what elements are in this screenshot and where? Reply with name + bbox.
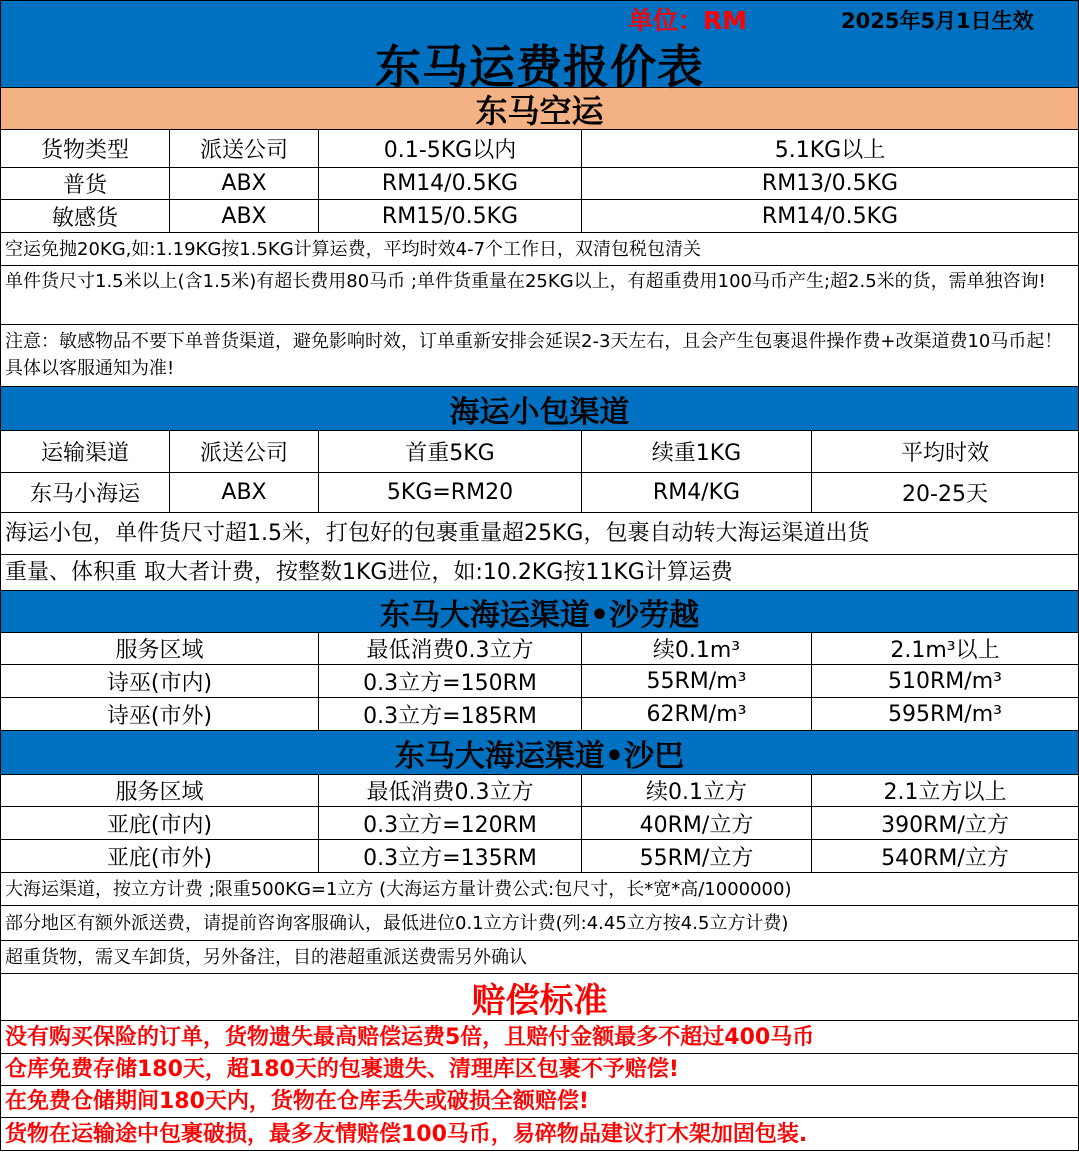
- sabah-cell: 亚庇(市外): [1, 840, 319, 872]
- sea-small-note: 重量、体积重 取大者计费，按整数1KG进位，如:10.2KG按11KG计算运费: [1, 555, 1078, 591]
- air-cell: RM13/0.5KG: [761, 171, 899, 196]
- effective-date: 2025年5月1日生效: [841, 9, 1034, 33]
- air-header-cell: 0.1-5KG以内: [319, 130, 582, 167]
- compensation-title-text: 赔偿标准: [471, 980, 608, 1021]
- page-title: 东马运费报价表: [375, 40, 704, 94]
- sarawak-cell: 0.3立方=185RM: [319, 698, 582, 730]
- air-cell: 敏感货: [1, 200, 170, 232]
- table-row: [1, 168, 1078, 200]
- sarawak-header-cell: 服务区域: [1, 633, 319, 664]
- sabah-note: 超重货物，需叉车卸货，另外备注，目的港超重派送费需另外确认: [1, 941, 1078, 974]
- sea-small-header-cell: 续重1KG: [582, 431, 812, 472]
- compensation-line: 仓库免费存储180天，超180天的包裹遗失、清理库区包裹不予赔偿!: [1, 1054, 1078, 1086]
- sabah-header-cell: 服务区域: [1, 775, 319, 806]
- air-header-row: [1, 130, 1078, 168]
- sea-small-cell: ABX: [170, 473, 319, 512]
- sabah-cell: 0.3立方=135RM: [319, 840, 582, 872]
- sea-small-header-row: [1, 431, 1078, 473]
- sabah-section-title: [1, 731, 1078, 775]
- table-row: [1, 698, 1078, 731]
- table-row: [1, 807, 1078, 840]
- sea-small-cell: 5KG=RM20: [319, 473, 582, 512]
- sea-small-section-title: [1, 387, 1078, 431]
- sea-small-cell: 20-25天: [902, 482, 988, 507]
- sarawak-cell: 62RM/m³: [582, 698, 812, 730]
- air-header-cell: 派送公司: [170, 130, 319, 167]
- sabah-header-row: [1, 775, 1078, 807]
- sarawak-cell: 510RM/m³: [888, 668, 1002, 694]
- sabah-header-cell: 最低消费0.3立方: [319, 775, 582, 806]
- air-header-cell: 5.1KG以上: [774, 138, 886, 163]
- sea-small-cell: RM4/KG: [582, 473, 812, 512]
- sea-small-header-cell: 派送公司: [170, 431, 319, 472]
- sea-small-note: 海运小包，单件货尺寸超1.5米，打包好的包裹重量超25KG，包裹自动转大海运渠道出货: [1, 513, 1078, 555]
- sabah-cell: 55RM/立方: [582, 840, 812, 872]
- sea-small-header-cell: 运输渠道: [1, 431, 170, 472]
- air-note: 空运免抛20KG,如:1.19KG按1.5KG计算运费，平均时效4-7个工作日，双清包税包清关: [1, 233, 1078, 266]
- sarawak-cell: 595RM/m³: [888, 701, 1002, 727]
- air-cell: 普货: [1, 168, 170, 199]
- sarawak-header-row: [1, 633, 1078, 665]
- sarawak-cell: 诗巫(市内): [1, 665, 319, 697]
- sabah-note: 部分地区有额外派送费，请提前咨询客服确认，最低进位0.1立方计费(列:4.45立方按4.5立方计费): [1, 906, 1078, 941]
- sabah-cell: 40RM/立方: [582, 807, 812, 839]
- compensation-line: 在免费仓储期间180天内，货物在仓库丢失或破损全额赔偿!: [1, 1086, 1078, 1118]
- air-cell: RM15/0.5KG: [319, 200, 582, 232]
- sea-small-header-cell: 平均时效: [900, 441, 989, 466]
- sarawak-header-cell: 最低消费0.3立方: [319, 633, 582, 664]
- sabah-note: 大海运渠道，按立方计费 ;限重500KG=1立方 (大海运方量计费公式:包尺寸，长*宽*高/1000000): [1, 873, 1078, 906]
- compensation-title: [1, 974, 1078, 1021]
- sabah-cell: 540RM/立方: [881, 845, 1009, 871]
- table-row: [1, 840, 1078, 873]
- sarawak-cell: 诗巫(市外): [1, 698, 319, 730]
- sea-small-header-cell: 首重5KG: [319, 431, 582, 472]
- unit-label: 单位：RM: [628, 6, 748, 35]
- sarawak-title-text: 东马大海运渠道•沙劳越: [379, 597, 700, 633]
- compensation-line: 没有购买保险的订单，货物遗失最高赔偿运费5倍，且赔付金额最多不超过400马币: [1, 1021, 1078, 1054]
- table-row: [1, 200, 1078, 233]
- air-cell: RM14/0.5KG: [761, 203, 899, 229]
- air-title-text: 东马空运: [475, 91, 604, 130]
- air-cell: ABX: [170, 168, 319, 199]
- table-row: [1, 665, 1078, 698]
- sarawak-cell: 0.3立方=150RM: [319, 665, 582, 697]
- sabah-cell: 390RM/立方: [881, 812, 1009, 838]
- sabah-title-text: 东马大海运渠道•沙巴: [394, 738, 685, 774]
- sarawak-header-cell: 2.1m³以上: [890, 638, 1000, 663]
- air-header-cell: 货物类型: [1, 130, 170, 167]
- air-note: 单件货尺寸1.5米以上(含1.5米)有超长费用80马币 ;单件货重量在25KG以上，有超重费用100马币产生;超2.5米的货，需单独咨询!: [1, 266, 1078, 325]
- title-bar: [1, 1, 1078, 94]
- air-cell: RM14/0.5KG: [319, 168, 582, 199]
- sabah-header-cell: 2.1立方以上: [883, 780, 1007, 805]
- compensation-line: 货物在运输途中包裹破损，最多友情赔偿100马币，易碎物品建议打木架加固包装.: [5, 1121, 808, 1147]
- table-row: [1, 473, 1078, 513]
- air-cell: ABX: [170, 200, 319, 232]
- sabah-cell: 亚庇(市内): [1, 807, 319, 839]
- sabah-header-cell: 续0.1立方: [582, 775, 812, 806]
- sarawak-cell: 55RM/m³: [582, 665, 812, 697]
- sabah-cell: 0.3立方=120RM: [319, 807, 582, 839]
- sea-small-cell: 东马小海运: [1, 473, 170, 512]
- sarawak-section-title: [1, 591, 1078, 633]
- air-note: 注意：敏感物品不要下单普货渠道，避免影响时效，订单重新安排会延误2-3天左右，且会产生包裹退件操作费+改渠道费10马币起！ 具体以客服通知为准!: [1, 325, 1078, 387]
- sea-small-title-text: 海运小包渠道: [449, 394, 630, 430]
- sarawak-header-cell: 续0.1m³: [582, 633, 812, 664]
